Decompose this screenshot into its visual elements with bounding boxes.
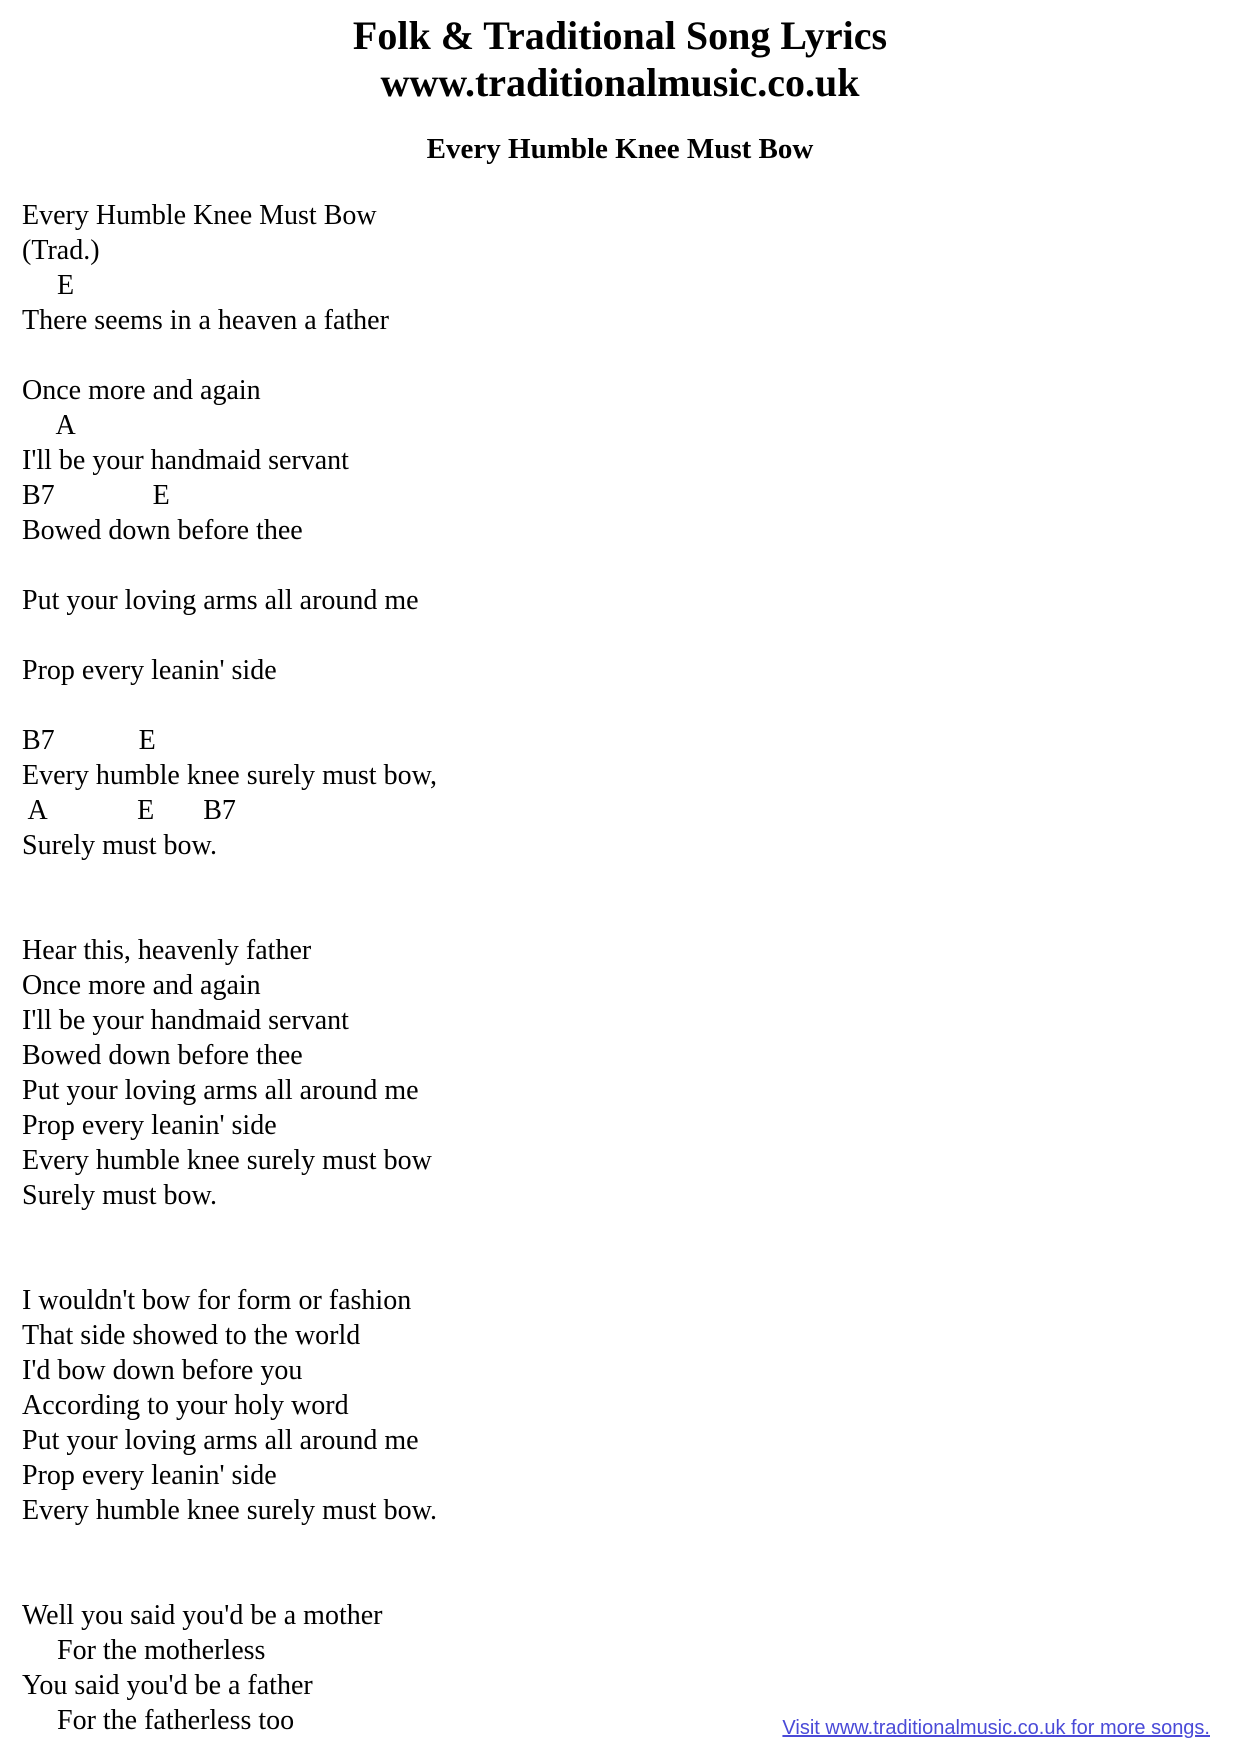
lyric-line: Put your loving arms all around me — [22, 1425, 419, 1456]
lyric-line: I'll be your handmaid servant — [22, 1005, 349, 1036]
lyric-line: Every humble knee surely must bow — [22, 1145, 432, 1176]
lyric-line: Surely must bow. — [22, 830, 217, 861]
lyric-line — [22, 1528, 437, 1563]
lyric-line: That side showed to the world — [22, 1320, 361, 1351]
song-title: Every Humble Knee Must Bow — [426, 133, 814, 165]
lyric-line: Prop every leanin' side — [22, 1460, 277, 1491]
lyric-line — [22, 688, 437, 723]
lyric-line: Every humble knee surely must bow. — [22, 1495, 437, 1526]
lyric-line: You said you'd be a father — [22, 1670, 313, 1701]
lyric-line: B7 E — [22, 725, 156, 756]
lyric-line: There seems in a heaven a father — [22, 305, 389, 336]
lyric-line: A — [22, 410, 76, 441]
lyric-line: Put your loving arms all around me — [22, 1075, 419, 1106]
lyric-line — [22, 548, 437, 583]
lyric-line: Every humble knee surely must bow, — [22, 760, 437, 791]
lyric-line: Surely must bow. — [22, 1180, 217, 1211]
lyric-line — [22, 1248, 437, 1283]
lyrics-block — [22, 198, 437, 1738]
lyric-line: Well you said you'd be a mother — [22, 1600, 383, 1631]
lyric-line — [22, 338, 437, 373]
lyric-line — [22, 863, 437, 898]
lyric-line: Prop every leanin' side — [22, 655, 277, 686]
site-url: www.traditionalmusic.co.uk — [380, 60, 860, 105]
site-title: Folk & Traditional Song Lyrics — [352, 13, 888, 58]
lyric-line: Put your loving arms all around me — [22, 585, 419, 616]
lyric-line: Prop every leanin' side — [22, 1110, 277, 1141]
lyric-line: Once more and again — [22, 970, 261, 1001]
lyric-line: Every Humble Knee Must Bow — [22, 200, 377, 231]
lyric-line: A E B7 — [22, 795, 236, 826]
lyric-line: For the motherless — [22, 1635, 266, 1666]
lyric-line — [22, 618, 437, 653]
lyric-line: I'll be your handmaid servant — [22, 445, 349, 476]
lyric-line: (Trad.) — [22, 235, 100, 266]
lyric-line: I'd bow down before you — [22, 1355, 303, 1386]
lyric-line — [22, 1563, 437, 1598]
lyric-line: B7 E — [22, 480, 170, 511]
lyric-line: Hear this, heavenly father — [22, 935, 312, 966]
lyric-line: E — [22, 270, 75, 301]
footer-link[interactable]: Visit www.traditionalmusic.co.uk for more songs. — [782, 1717, 1210, 1739]
lyric-line: I wouldn't bow for form or fashion — [22, 1285, 412, 1316]
lyric-line: Once more and again — [22, 375, 261, 406]
lyric-line — [22, 1213, 437, 1248]
lyric-line: For the fatherless too — [22, 1705, 295, 1736]
lyric-line: According to your holy word — [22, 1390, 349, 1421]
lyric-line: Bowed down before thee — [22, 515, 303, 546]
lyric-line: Bowed down before thee — [22, 1040, 303, 1071]
lyric-line — [22, 898, 437, 933]
